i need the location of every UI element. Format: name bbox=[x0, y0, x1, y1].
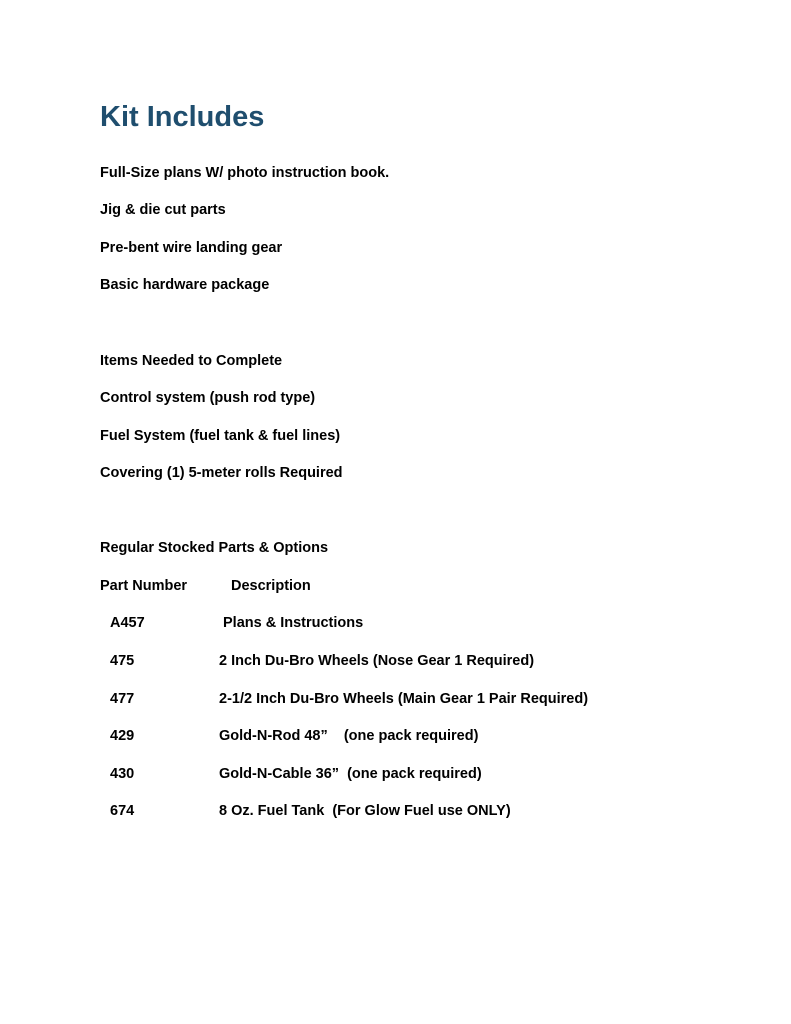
part-number: 674 bbox=[110, 803, 135, 819]
part-description: Gold-N-Cable 36” (one pack required) bbox=[219, 766, 482, 782]
part-number: 429 bbox=[110, 728, 135, 744]
column-header-part-number: Part Number bbox=[100, 578, 188, 594]
parts-heading: Regular Stocked Parts & Options bbox=[100, 540, 329, 556]
needed-item: Fuel System (fuel tank & fuel lines) bbox=[100, 428, 341, 444]
part-description: Plans & Instructions bbox=[223, 615, 364, 631]
part-number: A457 bbox=[110, 615, 145, 631]
part-number: 430 bbox=[110, 766, 135, 782]
needed-item: Control system (push rod type) bbox=[100, 390, 316, 406]
kit-item: Pre-bent wire landing gear bbox=[100, 240, 283, 256]
part-description: 2 Inch Du-Bro Wheels (Nose Gear 1 Required) bbox=[219, 653, 535, 669]
part-number: 477 bbox=[110, 691, 135, 707]
part-description: 2-1/2 Inch Du-Bro Wheels (Main Gear 1 Pair Required) bbox=[219, 691, 589, 707]
part-description: Gold-N-Rod 48” (one pack required) bbox=[219, 728, 479, 744]
part-description: 8 Oz. Fuel Tank (For Glow Fuel use ONLY) bbox=[219, 803, 511, 819]
kit-item: Jig & die cut parts bbox=[100, 202, 226, 218]
needed-item: Covering (1) 5-meter rolls Required bbox=[100, 465, 343, 481]
kit-item: Basic hardware package bbox=[100, 277, 270, 293]
needed-heading: Items Needed to Complete bbox=[100, 353, 283, 369]
part-number: 475 bbox=[110, 653, 135, 669]
kit-item: Full-Size plans W/ photo instruction book. bbox=[100, 165, 390, 181]
page-title: Kit Includes bbox=[100, 101, 265, 133]
column-header-description: Description bbox=[231, 578, 311, 594]
